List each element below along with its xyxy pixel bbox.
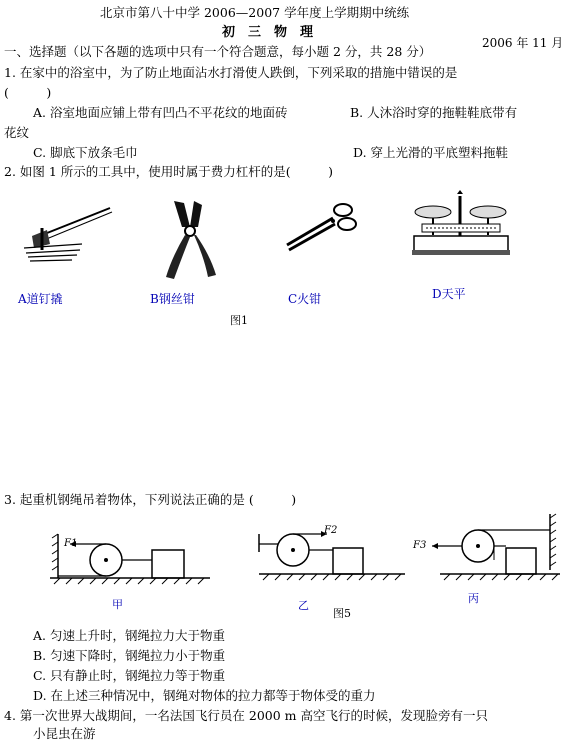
force-label-f1: F1 [64,538,78,549]
exam-title: 北京市第八十中学 2006—2007 学年度上学期期中统练 [100,5,410,20]
q4-stem-cont: 小昆虫在游 [33,726,96,741]
q1-option-d: D. 穿上光滑的平底塑料拖鞋 [353,145,509,160]
q1-stem: 1. 在家中的浴室中，为了防止地面沾水打滑使人跌倒，下列采取的措施中错误的是 [4,65,458,80]
q3-option-a: A. 匀速上升时，钢绳拉力大于物重 [33,628,225,643]
q1-option-c: C. 脚底下放条毛巾 [33,145,138,160]
q3-stem: 3. 起重机钢绳吊着物体，下列说法正确的是 ( ) [4,492,297,507]
q2-stem: 2. 如图 1 所示的工具中，使用时属于费力杠杆的是( ) [4,164,334,179]
tool-a-label: A道钉撬 [18,292,63,306]
q3-option-b: B. 匀速下降时，钢绳拉力小于物重 [33,648,226,663]
panel-yi-label: 乙 [298,599,309,612]
q1-answer-blank: ( ) [4,85,52,100]
q1-option-b: B. 人沐浴时穿的拖鞋鞋底带有 [350,105,518,120]
exam-date: 2006 年 11 月 [482,36,564,50]
subject-title: 初 三 物 理 [222,25,314,40]
q1-option-b-cont: 花纹 [4,125,30,140]
force-label-f2: F2 [324,525,338,536]
pulley-diagram-bing [410,510,565,595]
q1-option-a: A. 浴室地面应铺上带有凹凸不平花纹的地面砖 [33,105,288,120]
tool-b-label: B钢丝钳 [150,292,195,306]
balance-scale-image [408,190,513,260]
force-label-f3: F3 [413,540,427,551]
fire-tongs-image [283,200,358,255]
q3-option-d: D. 在上述三种情况中，钢绳对物体的拉力都等于物体受的重力 [33,688,376,703]
q4-stem: 4. 第一次世界大战期间，一名法国飞行员在 2000 m 高空飞行的时候，发现脸旁有一只 [4,708,488,723]
panel-bing-label: 丙 [468,592,479,605]
q3-option-c: C. 只有静止时，钢绳拉力等于物重 [33,668,226,683]
tool-d-label: D天平 [432,287,466,301]
panel-jia-label: 甲 [112,598,123,611]
tool-c-label: C火钳 [288,292,322,306]
figure-1-caption: 图1 [230,314,248,327]
figure-5-caption: 图5 [333,607,351,620]
pliers-image [160,197,220,282]
section-heading: 一、选择题（以下各题的选项中只有一个符合题意，每小题 2 分，共 28 分） [4,44,432,59]
nail-puller-image [22,200,117,270]
